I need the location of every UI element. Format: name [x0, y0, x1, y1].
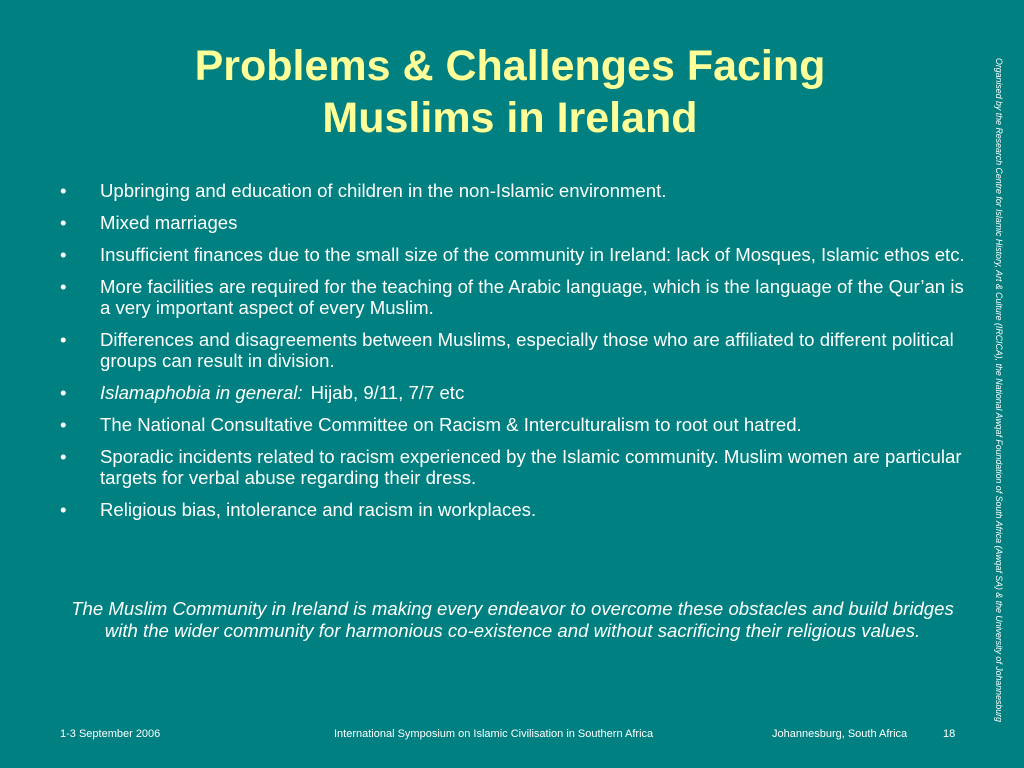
slide-title-line-1: Problems & Challenges Facing: [194, 42, 826, 90]
bullet-text: Religious bias, intolerance and racism in workplaces.: [100, 499, 537, 520]
bullet-list: [60, 180, 965, 531]
footer-event: International Symposium on Islamic Civilisation in Southern Africa: [334, 728, 654, 740]
organiser-credit-text: Organised by the Research Centre for Islamic History, Art & Culture (IRCICA), the National Awqaf Foundation of South Africa (Awqaf SA) & the University of Johannesburg: [994, 58, 1004, 722]
bullet-item: [60, 382, 965, 403]
footer-location: Johannesburg, South Africa: [772, 728, 908, 740]
bullet-item: [60, 276, 965, 318]
slide-number: 18: [943, 728, 956, 740]
bullet-text: Hijab, 9/11, 7/7 etc: [310, 382, 465, 403]
bullet-item: [60, 329, 965, 371]
footer-date: 1-3 September 2006: [60, 728, 161, 740]
bullet-text: Insufficient finances due to the small size of the community in Ireland: lack of Mosques, Islamic ethos etc.: [100, 244, 965, 265]
slide-title-line-2: Muslims in Ireland: [322, 94, 698, 142]
bullet-emphasis: Islamaphobia in general:: [100, 382, 303, 403]
bullet-item: [60, 180, 965, 201]
slide-title: [60, 40, 960, 144]
bullet-text: Mixed marriages: [100, 212, 238, 233]
bullet-text: Sporadic incidents related to racism experienced by the Islamic community. Muslim women are particular targets for verbal abuse regarding their dress.: [100, 446, 962, 488]
bullet-item: [60, 212, 965, 233]
bullet-item: [60, 244, 965, 265]
organiser-credit: [992, 58, 1006, 722]
bullet-text: Upbringing and education of children in the non-Islamic environment.: [100, 180, 667, 201]
bullet-text: The National Consultative Committee on Racism & Interculturalism to root out hatred.: [100, 414, 802, 435]
bullet-text: More facilities are required for the teaching of the Arabic language, which is the language of the Qur’an is a very important aspect of every Muslim.: [100, 276, 964, 318]
bullet-item: [60, 414, 965, 435]
bullet-text: Differences and disagreements between Muslims, especially those who are affiliated to different political groups can result in division.: [100, 329, 954, 371]
closing-statement: The Muslim Community in Ireland is making every endeavor to overcome these obstacles and build bridges with the wider community for harmonious co-existence and without sacrificing their religious values.: [71, 598, 954, 641]
bullet-item: [60, 446, 965, 488]
bullet-item: [60, 499, 965, 520]
